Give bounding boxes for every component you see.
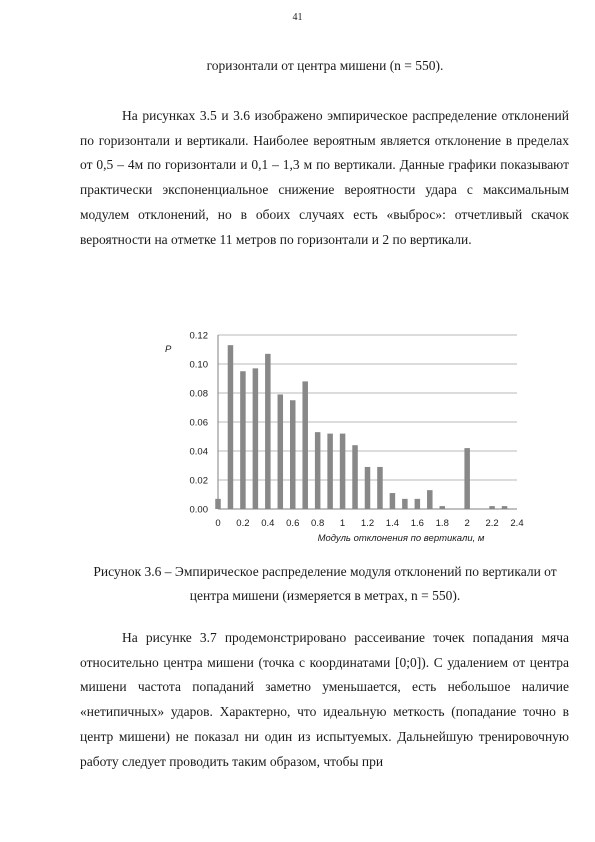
bar <box>502 506 508 509</box>
bar <box>440 506 446 509</box>
bar <box>415 499 421 509</box>
x-axis-title: Модуль отклонения по вертикали, м <box>317 533 485 544</box>
paragraph-2: На рисунке 3.7 продемонстрировано рассеивание точек попадания мяча относительно центра мишени (точка с координатами [0;0]). С удалением от центра мишени частота попаданий заметно уменьшается, есть небольшое наличие «нетипичных» ударов. Характерно, что идеальную меткость (попадание точно в центр мишени) не показал ни один из испытуемых. Дальнейшую тренировочную работу следует проводить таким образом, чтобы при <box>80 630 569 769</box>
bar <box>278 394 284 509</box>
figure-caption: Рисунок 3.6 – Эмпирическое распределение модуля отклонений по вертикали от центра мишени (измеряется в метрах, n = 550). <box>93 564 557 603</box>
bar <box>215 499 221 509</box>
page-number: 41 <box>292 12 303 23</box>
x-tick-label: 1 <box>339 518 346 529</box>
y-tick-label: 0.10 <box>189 359 208 371</box>
x-tick-label: 0 <box>215 518 221 529</box>
x-tick-label: 2 <box>464 518 470 529</box>
y-tick-label: 0.06 <box>189 417 208 429</box>
x-tick-label: 2.2 <box>485 518 499 529</box>
y-tick-label: 0.12 <box>189 330 208 342</box>
continuation-line: горизонтали от центра мишени (n = 550). <box>206 58 444 73</box>
bar <box>315 432 321 509</box>
x-tick-label: 1.8 <box>435 518 449 529</box>
bar <box>464 448 470 509</box>
bar-chart <box>155 322 535 552</box>
y-tick-label: 0.04 <box>189 446 208 458</box>
x-tick-label: 0.6 <box>286 518 300 529</box>
x-tick-label: 1.2 <box>360 518 375 529</box>
x-tick-label: 0.8 <box>311 518 325 529</box>
bar <box>340 434 346 509</box>
x-tick-label: 0.2 <box>236 518 250 529</box>
bar <box>365 467 371 509</box>
bar <box>327 434 333 509</box>
bar <box>489 506 495 509</box>
x-tick-label: 1.4 <box>385 518 400 529</box>
bar <box>302 381 308 509</box>
y-tick-label: 0.00 <box>189 504 208 516</box>
x-tick-label: 0.4 <box>261 518 275 529</box>
x-tick-label: 1.6 <box>410 518 424 529</box>
bar <box>240 371 246 509</box>
bar <box>377 467 383 509</box>
y-axis-title: P <box>165 344 172 355</box>
bar <box>253 368 259 509</box>
bar <box>427 490 433 509</box>
y-tick-label: 0.02 <box>189 475 208 487</box>
bar <box>402 499 408 509</box>
bar <box>228 345 234 509</box>
paragraph-1: На рисунках 3.5 и 3.6 изображено эмпирическое распределение отклонений по горизонтали и вертикали. Наиболее вероятным является отклонение в пределах от 0,5 – 4м по горизонтали и 0,1 – 1,3 м по вертикали. Данные графики показывают практически экспоненциальное снижение вероятности удара с максимальным модулем отклонений, но в обоих случаях есть «выброс»: отчетливый скачок вероятности на отметке 11 метров по горизонтали и 2 по вертикали. <box>80 108 569 247</box>
bar <box>265 354 271 509</box>
bar <box>352 445 358 509</box>
bar <box>290 400 296 509</box>
x-tick-label: 2.4 <box>510 518 524 529</box>
bar <box>390 493 396 509</box>
y-tick-label: 0.08 <box>189 388 208 400</box>
